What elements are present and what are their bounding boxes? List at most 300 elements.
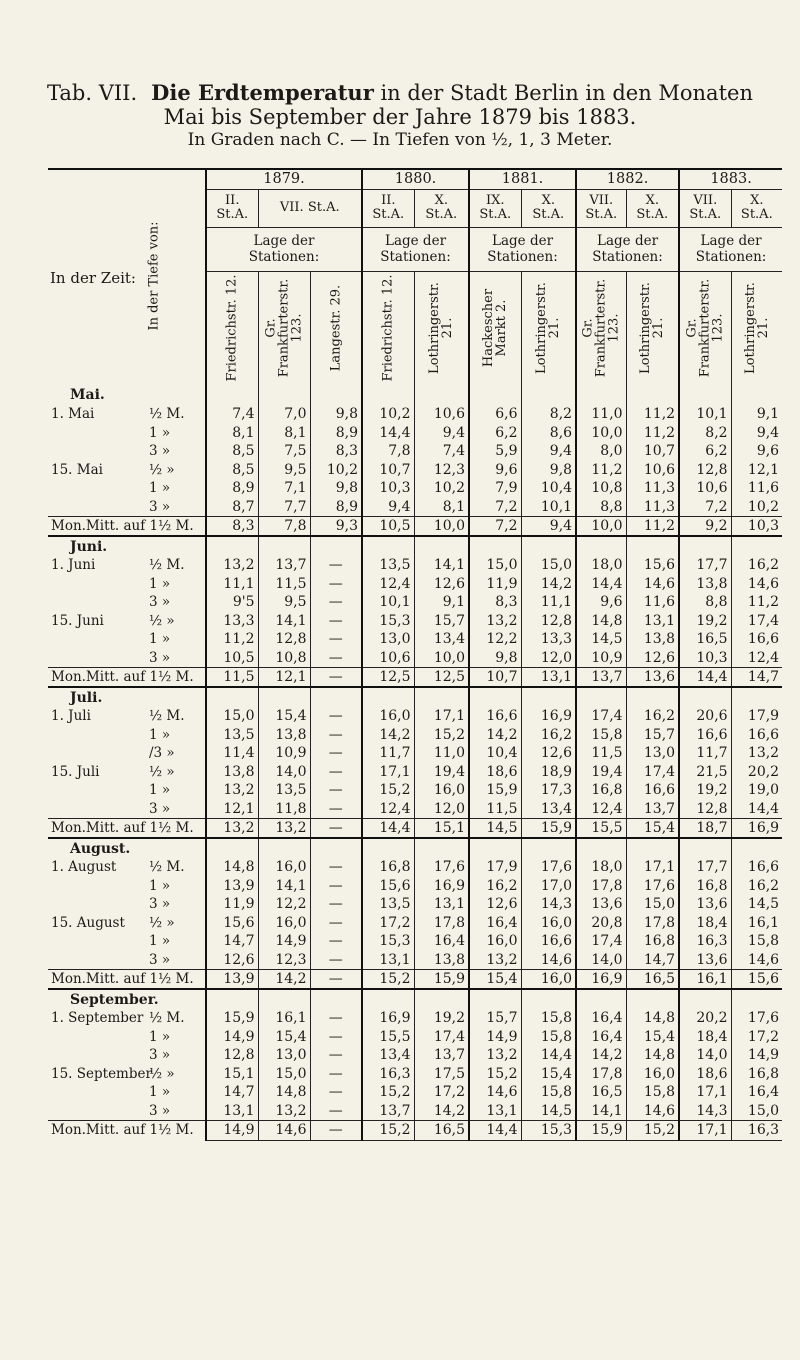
- value-cell: 12,6: [521, 744, 576, 763]
- value-cell: 15,7: [414, 612, 469, 631]
- table-row: [48, 707, 782, 726]
- value-cell: 14,2: [469, 726, 521, 745]
- value-cell: 17,8: [576, 1065, 626, 1084]
- depth-label: 1 »: [149, 1028, 171, 1045]
- value-cell: 5,9: [469, 442, 521, 461]
- table-row: [48, 405, 782, 424]
- mean-value-cell: 15,9: [414, 969, 469, 989]
- location-friedrichstr-1880: Friedrichstr. 12.: [362, 271, 414, 385]
- depth-label: 3 »: [149, 800, 171, 817]
- date-label: 15. Mai: [51, 461, 103, 478]
- value-cell: 12,8: [206, 1046, 258, 1065]
- empty-cell: [731, 687, 782, 707]
- mean-value-cell: —: [310, 818, 362, 838]
- value-cell: 14,7: [206, 932, 258, 951]
- value-cell: 16,8: [731, 1065, 782, 1084]
- row-label: [48, 575, 206, 594]
- month-heading: August.: [48, 838, 206, 858]
- location-frankfurterstr-1882: Gr. Frankfurterstr. 123.: [576, 271, 626, 385]
- station-1880-b: X. St.A.: [414, 189, 469, 227]
- value-cell: 13,2: [206, 556, 258, 575]
- table-row: [48, 800, 782, 819]
- value-cell: —: [310, 895, 362, 914]
- value-cell: 9,8: [310, 405, 362, 424]
- value-cell: 11,7: [679, 744, 731, 763]
- empty-cell: [576, 536, 626, 556]
- value-cell: 17,8: [626, 914, 679, 933]
- value-cell: 17,4: [414, 1028, 469, 1047]
- value-cell: 15,4: [258, 1028, 310, 1047]
- location-lothringerstr-1882: Lothringerstr. 21.: [626, 271, 679, 385]
- depth-label: 3 »: [149, 443, 171, 460]
- value-cell: 14,6: [469, 1083, 521, 1102]
- value-cell: 7,7: [258, 498, 310, 517]
- value-cell: 17,2: [731, 1028, 782, 1047]
- empty-cell: [258, 989, 310, 1009]
- station-1881-a: IX. St.A.: [469, 189, 521, 227]
- value-cell: 14,2: [521, 575, 576, 594]
- value-cell: 17,2: [362, 914, 414, 933]
- depth-label: ½ »: [149, 461, 175, 478]
- value-cell: 13,8: [414, 951, 469, 970]
- value-cell: 17,1: [362, 763, 414, 782]
- value-cell: 16,9: [414, 877, 469, 896]
- year-1882: 1882.: [576, 169, 679, 189]
- value-cell: 7,4: [414, 442, 469, 461]
- mean-value-cell: 15,4: [626, 818, 679, 838]
- row-label: [48, 781, 206, 800]
- value-cell: 15,0: [469, 556, 521, 575]
- value-cell: 14,8: [626, 1046, 679, 1065]
- value-cell: 15,8: [731, 932, 782, 951]
- monthly-mean-row: [48, 1120, 782, 1140]
- table-row: [48, 726, 782, 745]
- value-cell: —: [310, 556, 362, 575]
- value-cell: 17,4: [576, 707, 626, 726]
- value-cell: 17,9: [731, 707, 782, 726]
- value-cell: 16,8: [576, 781, 626, 800]
- value-cell: 17,6: [626, 877, 679, 896]
- monthly-mean-row: [48, 969, 782, 989]
- mean-value-cell: 13,2: [206, 818, 258, 838]
- empty-cell: [626, 989, 679, 1009]
- value-cell: 19,2: [679, 612, 731, 631]
- mean-label: Mon.Mitt. auf 1½ M.: [48, 969, 206, 989]
- empty-cell: [258, 536, 310, 556]
- value-cell: 14,0: [679, 1046, 731, 1065]
- value-cell: 13,2: [469, 951, 521, 970]
- value-cell: 19,4: [414, 763, 469, 782]
- empty-cell: [731, 838, 782, 858]
- mean-value-cell: 9,3: [310, 516, 362, 536]
- value-cell: 16,0: [258, 858, 310, 877]
- value-cell: 15,4: [258, 707, 310, 726]
- value-cell: 16,2: [626, 707, 679, 726]
- mean-value-cell: 15,9: [521, 818, 576, 838]
- value-cell: 20,6: [679, 707, 731, 726]
- row-label: [48, 726, 206, 745]
- value-cell: 6,2: [679, 442, 731, 461]
- table-row: [48, 763, 782, 782]
- date-label: 15. August: [51, 914, 125, 931]
- depth-label: ½ »: [149, 612, 175, 629]
- depth-label: 3 »: [149, 594, 171, 611]
- empty-cell: [679, 989, 731, 1009]
- value-cell: 8,8: [576, 498, 626, 517]
- value-cell: 11,8: [258, 800, 310, 819]
- value-cell: 15,8: [521, 1083, 576, 1102]
- value-cell: 11,9: [206, 895, 258, 914]
- empty-cell: [258, 687, 310, 707]
- value-cell: 13,2: [469, 1046, 521, 1065]
- mean-value-cell: 10,3: [731, 516, 782, 536]
- depth-label: 3 »: [149, 649, 171, 666]
- mean-value-cell: 13,9: [206, 969, 258, 989]
- table-title: [0, 80, 800, 105]
- value-cell: 16,4: [576, 1009, 626, 1028]
- value-cell: —: [310, 649, 362, 668]
- value-cell: 12,8: [679, 461, 731, 480]
- value-cell: 14,6: [731, 575, 782, 594]
- value-cell: 14,1: [258, 612, 310, 631]
- table-row: [48, 479, 782, 498]
- value-cell: 12,2: [469, 630, 521, 649]
- row-label: [48, 763, 206, 782]
- value-cell: 13,2: [206, 781, 258, 800]
- depth-label: 1 »: [149, 631, 171, 648]
- title-main-bold: Die Erdtemperatur: [151, 80, 374, 105]
- value-cell: 13,1: [206, 1102, 258, 1121]
- mean-value-cell: 16,5: [414, 1120, 469, 1140]
- value-cell: 14,8: [206, 858, 258, 877]
- empty-cell: [310, 536, 362, 556]
- value-cell: 13,8: [206, 763, 258, 782]
- value-cell: 18,0: [576, 858, 626, 877]
- value-cell: 7,1: [258, 479, 310, 498]
- value-cell: 16,6: [521, 932, 576, 951]
- value-cell: 10,4: [521, 479, 576, 498]
- value-cell: —: [310, 1102, 362, 1121]
- value-cell: 15,9: [206, 1009, 258, 1028]
- value-cell: 17,7: [679, 858, 731, 877]
- value-cell: —: [310, 1065, 362, 1084]
- row-label: [48, 649, 206, 668]
- table-row: [48, 1102, 782, 1121]
- value-cell: 15,2: [362, 781, 414, 800]
- row-label: [48, 630, 206, 649]
- value-cell: 17,1: [626, 858, 679, 877]
- value-cell: —: [310, 1046, 362, 1065]
- value-cell: 13,3: [521, 630, 576, 649]
- mean-value-cell: 13,2: [258, 818, 310, 838]
- lage-label-1879: Lage der Stationen:: [206, 227, 362, 271]
- value-cell: —: [310, 877, 362, 896]
- value-cell: 17,4: [576, 932, 626, 951]
- value-cell: 14,2: [576, 1046, 626, 1065]
- value-cell: 13,2: [469, 612, 521, 631]
- value-cell: 8,9: [310, 498, 362, 517]
- value-cell: 12,0: [414, 800, 469, 819]
- mean-value-cell: 15,5: [576, 818, 626, 838]
- value-cell: 15,6: [626, 556, 679, 575]
- value-cell: 11,2: [731, 593, 782, 612]
- empty-cell: [206, 385, 258, 405]
- mean-value-cell: 14,4: [679, 667, 731, 687]
- value-cell: 9,8: [469, 649, 521, 668]
- value-cell: 7,2: [469, 498, 521, 517]
- empty-cell: [521, 536, 576, 556]
- value-cell: 15,0: [626, 895, 679, 914]
- depth-label: ½ M.: [149, 557, 185, 574]
- value-cell: 7,0: [258, 405, 310, 424]
- value-cell: 10,6: [626, 461, 679, 480]
- value-cell: 11,2: [576, 461, 626, 480]
- value-cell: 8,5: [206, 461, 258, 480]
- value-cell: 12,1: [731, 461, 782, 480]
- value-cell: 13,6: [679, 895, 731, 914]
- value-cell: 15,8: [521, 1009, 576, 1028]
- mean-label: Mon.Mitt. auf 1½ M.: [48, 516, 206, 536]
- mean-value-cell: 16,5: [626, 969, 679, 989]
- row-label: [48, 800, 206, 819]
- empty-cell: [414, 989, 469, 1009]
- value-cell: 17,9: [469, 858, 521, 877]
- empty-cell: [576, 838, 626, 858]
- lage-label-1881: Lage der Stationen:: [469, 227, 576, 271]
- value-cell: 14,3: [521, 895, 576, 914]
- value-cell: 14,4: [576, 575, 626, 594]
- value-cell: 14,9: [206, 1028, 258, 1047]
- table-row: [48, 575, 782, 594]
- month-heading-row: [48, 838, 782, 858]
- month-heading: Juli.: [48, 687, 206, 707]
- value-cell: 10,2: [362, 405, 414, 424]
- empty-cell: [310, 385, 362, 405]
- value-cell: 8,0: [576, 442, 626, 461]
- station-1883-a: VII. St.A.: [679, 189, 731, 227]
- value-cell: —: [310, 726, 362, 745]
- value-cell: 13,4: [414, 630, 469, 649]
- value-cell: 8,8: [679, 593, 731, 612]
- value-cell: 7,8: [362, 442, 414, 461]
- table-row: [48, 593, 782, 612]
- empty-cell: [731, 536, 782, 556]
- value-cell: 9,8: [521, 461, 576, 480]
- lage-label-1882: Lage der Stationen:: [576, 227, 679, 271]
- month-heading-row: [48, 385, 782, 405]
- value-cell: 13,1: [362, 951, 414, 970]
- empty-cell: [310, 687, 362, 707]
- empty-cell: [679, 385, 731, 405]
- value-cell: 10,2: [310, 461, 362, 480]
- value-cell: 14,1: [414, 556, 469, 575]
- value-cell: 11,5: [576, 744, 626, 763]
- mean-value-cell: —: [310, 969, 362, 989]
- value-cell: 15,1: [206, 1065, 258, 1084]
- value-cell: 16,4: [414, 932, 469, 951]
- value-cell: 8,1: [258, 424, 310, 443]
- value-cell: 16,4: [576, 1028, 626, 1047]
- value-cell: 16,3: [679, 932, 731, 951]
- value-cell: 16,9: [362, 1009, 414, 1028]
- value-cell: 14,5: [576, 630, 626, 649]
- depth-label: 1 »: [149, 575, 171, 592]
- value-cell: 10,6: [679, 479, 731, 498]
- value-cell: 17,5: [414, 1065, 469, 1084]
- value-cell: 13,2: [258, 1102, 310, 1121]
- value-cell: 15,2: [414, 726, 469, 745]
- mean-value-cell: 9,2: [679, 516, 731, 536]
- mean-label: Mon.Mitt. auf 1½ M.: [48, 818, 206, 838]
- value-cell: 11,2: [626, 424, 679, 443]
- value-cell: —: [310, 744, 362, 763]
- empty-cell: [576, 385, 626, 405]
- location-lothringerstr-1883: Lothringerstr. 21.: [731, 271, 782, 385]
- value-cell: 15,3: [362, 932, 414, 951]
- lage-label-1880: Lage der Stationen:: [362, 227, 469, 271]
- table-row: [48, 1009, 782, 1028]
- empty-cell: [626, 536, 679, 556]
- value-cell: 13,1: [469, 1102, 521, 1121]
- value-cell: —: [310, 1083, 362, 1102]
- value-cell: 12,8: [258, 630, 310, 649]
- mean-value-cell: 10,7: [469, 667, 521, 687]
- value-cell: 15,8: [626, 1083, 679, 1102]
- title-line-3: In Graden nach C. — In Tiefen von ½, 1, 3 Meter.: [187, 130, 613, 150]
- value-cell: 15,8: [521, 1028, 576, 1047]
- mean-value-cell: 15,3: [521, 1120, 576, 1140]
- mean-value-cell: 10,0: [576, 516, 626, 536]
- value-cell: 9,4: [362, 498, 414, 517]
- value-cell: 17,1: [679, 1083, 731, 1102]
- value-cell: 15,6: [362, 877, 414, 896]
- value-cell: 11,6: [626, 593, 679, 612]
- value-cell: 16,6: [469, 707, 521, 726]
- table-row: [48, 612, 782, 631]
- mean-value-cell: 11,5: [206, 667, 258, 687]
- row-label: [48, 1009, 206, 1028]
- value-cell: 7,9: [469, 479, 521, 498]
- mean-value-cell: 9,4: [521, 516, 576, 536]
- value-cell: 16,2: [469, 877, 521, 896]
- empty-cell: [469, 838, 521, 858]
- station-1879-b: VII. St.A.: [258, 189, 362, 227]
- value-cell: 16,0: [469, 932, 521, 951]
- row-label: [48, 612, 206, 631]
- empty-cell: [576, 687, 626, 707]
- row-label: [48, 1083, 206, 1102]
- empty-cell: [731, 385, 782, 405]
- value-cell: 15,0: [731, 1102, 782, 1121]
- value-cell: —: [310, 858, 362, 877]
- value-cell: 8,3: [469, 593, 521, 612]
- mean-value-cell: 10,0: [414, 516, 469, 536]
- value-cell: 16,5: [576, 1083, 626, 1102]
- mean-value-cell: 12,5: [362, 667, 414, 687]
- empty-cell: [206, 989, 258, 1009]
- mean-value-cell: 14,6: [258, 1120, 310, 1140]
- row-label: [48, 1028, 206, 1047]
- value-cell: 12,3: [414, 461, 469, 480]
- table-row: [48, 932, 782, 951]
- value-cell: 13,9: [206, 877, 258, 896]
- value-cell: 10,3: [362, 479, 414, 498]
- month-heading: Mai.: [70, 387, 105, 403]
- value-cell: 10,6: [414, 405, 469, 424]
- depth-label: 3 »: [149, 1102, 171, 1119]
- value-cell: 16,5: [679, 630, 731, 649]
- header-stub: [48, 169, 206, 385]
- table-row: [48, 1046, 782, 1065]
- mean-value-cell: 14,4: [469, 1120, 521, 1140]
- station-1882-a: VII. St.A.: [576, 189, 626, 227]
- value-cell: 10,8: [258, 649, 310, 668]
- value-cell: 16,6: [679, 726, 731, 745]
- empty-cell: [731, 989, 782, 1009]
- location-lothringerstr-1881: Lothringerstr. 21.: [521, 271, 576, 385]
- value-cell: 19,0: [731, 781, 782, 800]
- month-heading: Juni.: [48, 536, 206, 556]
- value-cell: —: [310, 707, 362, 726]
- empty-cell: [521, 838, 576, 858]
- value-cell: 16,0: [258, 914, 310, 933]
- row-label: [48, 556, 206, 575]
- value-cell: 14,8: [576, 612, 626, 631]
- value-cell: 11,5: [469, 800, 521, 819]
- value-cell: —: [310, 914, 362, 933]
- empty-cell: [521, 989, 576, 1009]
- table-row: [48, 556, 782, 575]
- value-cell: 17,3: [521, 781, 576, 800]
- value-cell: —: [310, 932, 362, 951]
- value-cell: 13,7: [414, 1046, 469, 1065]
- value-cell: 14,0: [576, 951, 626, 970]
- depth-label: ½ M.: [149, 708, 185, 725]
- value-cell: 17,2: [414, 1083, 469, 1102]
- value-cell: 12,4: [576, 800, 626, 819]
- location-frankfurterstr-1883: Gr. Frankfurterstr. 123.: [679, 271, 731, 385]
- value-cell: 14,4: [731, 800, 782, 819]
- row-label: [48, 914, 206, 933]
- value-cell: 14,9: [731, 1046, 782, 1065]
- value-cell: 13,1: [414, 895, 469, 914]
- value-cell: 14,5: [521, 1102, 576, 1121]
- row-label: [48, 1065, 206, 1084]
- depth-label: ½ M.: [149, 406, 185, 423]
- time-label: In der Zeit:: [50, 269, 136, 287]
- value-cell: 15,6: [206, 914, 258, 933]
- table-row: [48, 781, 782, 800]
- mean-value-cell: 7,8: [258, 516, 310, 536]
- value-cell: 9,6: [731, 442, 782, 461]
- empty-cell: [521, 385, 576, 405]
- table-row: [48, 914, 782, 933]
- month-heading-row: [48, 989, 782, 1009]
- value-cell: 14,3: [679, 1102, 731, 1121]
- mean-value-cell: 14,5: [469, 818, 521, 838]
- value-cell: 17,0: [521, 877, 576, 896]
- value-cell: 14,1: [258, 877, 310, 896]
- year-1879: 1879.: [206, 169, 362, 189]
- empty-cell: [679, 838, 731, 858]
- value-cell: 9,5: [258, 593, 310, 612]
- value-cell: 16,6: [626, 781, 679, 800]
- value-cell: 12,4: [362, 575, 414, 594]
- location-hackescher-markt-1881: Hackescher Markt 2.: [469, 271, 521, 385]
- value-cell: 16,2: [731, 556, 782, 575]
- value-cell: 18,0: [576, 556, 626, 575]
- depth-label: 3 »: [149, 1047, 171, 1064]
